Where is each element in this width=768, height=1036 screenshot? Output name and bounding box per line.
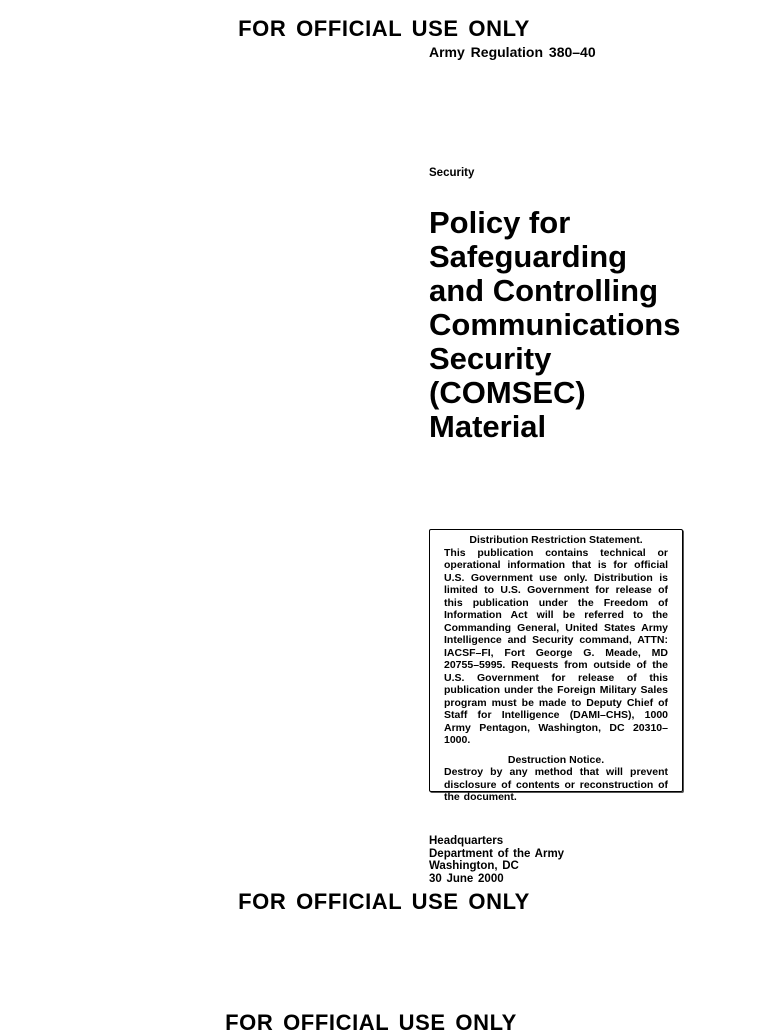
- classification-banner-bottom: FOR OFFICIAL USE ONLY: [238, 889, 530, 914]
- distribution-restriction-heading: Distribution Restriction Statement.: [469, 534, 643, 546]
- document-title: [429, 206, 749, 444]
- title-line: Safeguarding: [429, 239, 628, 274]
- location-line: Washington, DC: [429, 860, 519, 872]
- distribution-restriction-body: This publication contains technical or operational information that is for official U.S. Government use only. Distribution is limited to U.S. Government for release of this publication under the Freedom of Information Act will be referred to the Commanding General, United States Army Intelligence and Security command, ATTN: IACSF–FI, Fort George G. Meade, MD 20755–5995. Requests from outside of the U.S. Government for release of this publication under the Foreign Military Sales program must be made to Deputy Chief of Staff for Intelligence (DAMI–CHS), 1000 Army Pentagon, Washington, DC 20310–1000.: [444, 546, 668, 746]
- classification-banner-next-page: FOR OFFICIAL USE ONLY: [225, 1010, 517, 1035]
- headquarters-block: [429, 835, 564, 885]
- distribution-restriction-box: [429, 529, 683, 803]
- category-label: Security: [429, 167, 475, 179]
- publication-date: 30 June 2000: [429, 872, 504, 885]
- title-line: (COMSEC): [429, 375, 586, 410]
- title-line: Communications: [429, 307, 681, 342]
- classification-banner-top: FOR OFFICIAL USE ONLY: [238, 16, 530, 41]
- title-line: Security: [429, 341, 552, 376]
- regulation-number: Army Regulation 380–40: [429, 44, 596, 60]
- title-line: Material: [429, 409, 547, 444]
- destruction-notice-body: Destroy by any method that will prevent disclosure of contents or reconstruction of the document.: [444, 766, 668, 803]
- department-line: Department of the Army: [429, 847, 565, 860]
- title-line: Policy for: [429, 205, 571, 240]
- title-line: and Controlling: [429, 273, 659, 308]
- destruction-notice-heading: Destruction Notice.: [507, 753, 605, 766]
- headquarters-line: Headquarters: [429, 835, 504, 847]
